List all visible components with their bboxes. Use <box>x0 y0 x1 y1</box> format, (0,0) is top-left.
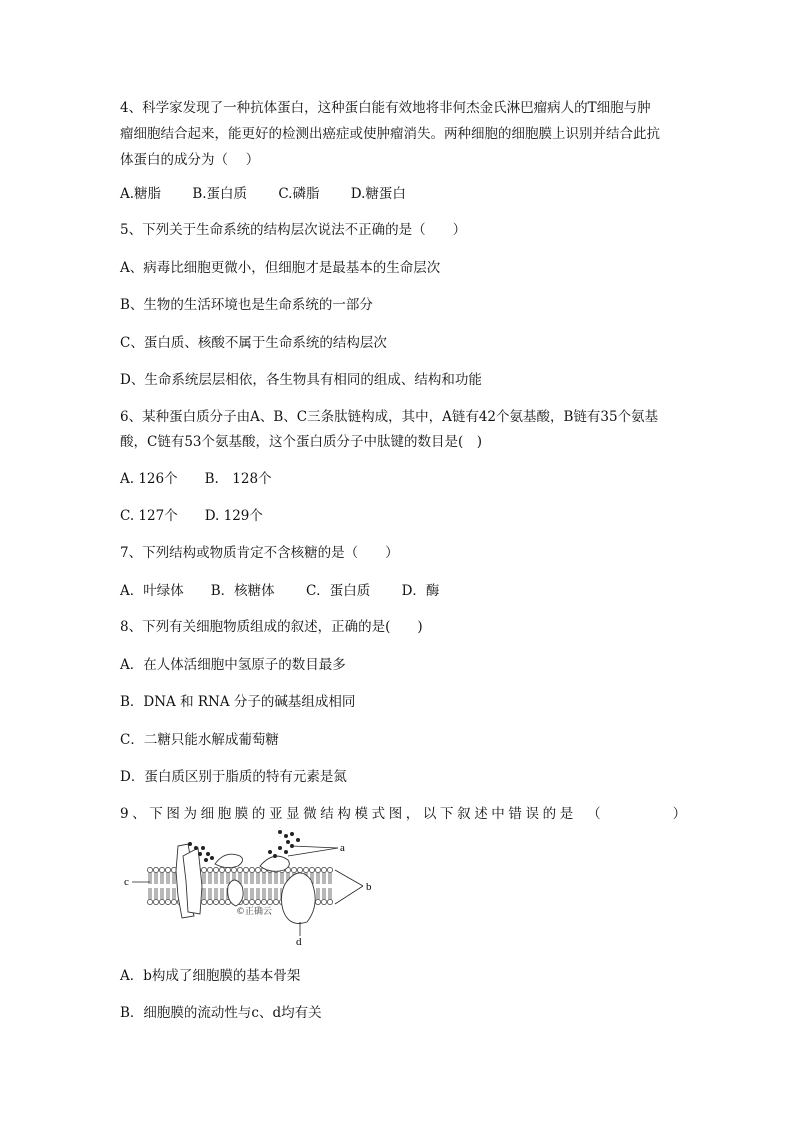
lipid-head <box>321 867 326 872</box>
lipid-head <box>237 867 242 872</box>
q6-stem-line1: 6、某种蛋白质分子由A、B、C三条肽链构成，其中，A链有42个氨基酸，B链有35个氨基 <box>120 409 659 425</box>
q5-option-c: C、蛋白质、核酸不属于生命系统的结构层次 <box>120 335 387 351</box>
lipid-head <box>207 867 212 872</box>
q8-option-b: B．DNA 和 RNA 分子的碱基组成相同 <box>120 694 356 710</box>
lipid-head <box>303 867 308 872</box>
lipid-head <box>309 867 314 872</box>
q6-stem-line2: 酸，C链有53个氨基酸，这个蛋白质分子中肽键的数目是( ) <box>120 434 483 450</box>
q9-option-a: A．b构成了细胞膜的基本骨架 <box>120 968 301 984</box>
lipid-head <box>153 867 158 872</box>
q8-stem: 8、下列有关细胞物质组成的叙述，正确的是( ) <box>120 619 423 635</box>
q5-option-a: A、病毒比细胞更微小，但细胞才是最基本的生命层次 <box>120 260 441 276</box>
lipid-head <box>261 899 266 904</box>
lipid-head <box>255 899 260 904</box>
lipid-head <box>291 867 296 872</box>
lipid-head <box>267 899 272 904</box>
q9-option-b: B．细胞膜的流动性与c、d均有关 <box>120 1005 322 1021</box>
q8-option-d: D．蛋白质区别于脂质的特有元素是氮 <box>120 769 347 785</box>
label-d: d <box>296 936 302 946</box>
label-a: a <box>340 842 345 854</box>
surface-protein-2 <box>260 856 289 871</box>
lipid-head <box>147 899 152 904</box>
lipid-head <box>249 867 254 872</box>
label-b: b <box>366 881 372 893</box>
q7-options: A．叶绿体 B．核糖体 C．蛋白质 D．酶 <box>120 583 440 599</box>
lipid-head <box>231 867 236 872</box>
lipid-head <box>243 867 248 872</box>
q4-stem-line3: 体蛋白的成分为（ ） <box>120 152 260 168</box>
lipid-head <box>159 867 164 872</box>
q6-options-ab: A. 126个 B. 128个 <box>120 471 272 487</box>
lipid-head <box>207 899 212 904</box>
lipid-head <box>201 899 206 904</box>
lipid-head <box>255 867 260 872</box>
lipid-head <box>225 867 230 872</box>
lipid-head <box>249 899 254 904</box>
q7-stem: 7、下列结构或物质肯定不含核糖的是（ ） <box>120 545 399 561</box>
q5-stem: 5、下列关于生命系统的结构层次说法不正确的是（ ） <box>120 222 467 238</box>
lipid-head <box>165 899 170 904</box>
lipid-head <box>147 867 152 872</box>
lipid-head <box>243 899 248 904</box>
q9-stem: 9、下图为细胞膜的亚显微结构模式图，以下叙述中错误的是 （ ） <box>120 806 690 822</box>
lipid-head <box>201 867 206 872</box>
lipid-head <box>327 867 332 872</box>
lipid-head <box>219 867 224 872</box>
lipid-head <box>213 867 218 872</box>
lipid-head <box>165 867 170 872</box>
q4-options: A.糖脂 B.蛋白质 C.磷脂 D.糖蛋白 <box>120 186 406 202</box>
q6-options-cd: C. 127个 D. 129个 <box>120 508 263 524</box>
watermark: ©正确云 <box>236 907 273 917</box>
label-lines <box>132 846 363 936</box>
q5-option-d: D、生命系统层层相依，各生物具有相同的组成、结构和功能 <box>120 372 482 388</box>
lipid-head <box>321 899 326 904</box>
lipid-head <box>159 899 164 904</box>
lipid-head <box>219 899 224 904</box>
surface-protein <box>215 854 243 867</box>
lipid-head <box>171 899 176 904</box>
cell-membrane-diagram <box>120 826 380 946</box>
q4-stem-line1: 4、科学家发现了一种抗体蛋白，这种蛋白能有效地将非何杰金氏淋巴瘤病人的T细胞与肿 <box>120 100 651 116</box>
lipid-head <box>327 899 332 904</box>
lipid-head <box>153 899 158 904</box>
q8-option-c: C．二糖只能水解成葡萄糖 <box>120 732 279 748</box>
integral-protein-d <box>281 873 315 924</box>
q4-stem-line2: 瘤细胞结合起来，能更好的检测出癌症或使肿瘤消失。两种细胞的细胞膜上识别并结合此抗 <box>120 126 660 142</box>
lipid-head <box>315 899 320 904</box>
lipid-head <box>273 899 278 904</box>
q8-option-a: A．在人体活细胞中氢原子的数目最多 <box>120 657 346 673</box>
q5-option-b: B、生物的生活环境也是生命系统的一部分 <box>120 297 373 313</box>
label-c: c <box>124 876 129 888</box>
lipid-head <box>315 867 320 872</box>
lipid-head <box>297 867 302 872</box>
lipid-head <box>213 899 218 904</box>
